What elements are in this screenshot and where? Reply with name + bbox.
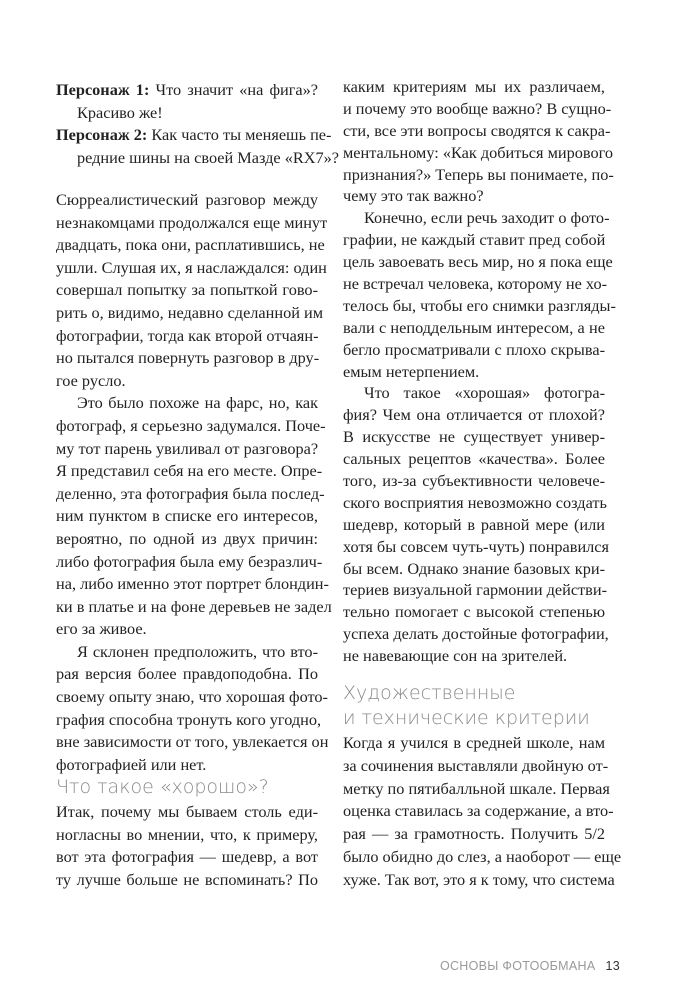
text-line: каким критериям мы их различаем, bbox=[343, 77, 605, 96]
dialog-line bbox=[56, 124, 332, 147]
text-line: Когда я учился в средней школе, нам bbox=[343, 733, 605, 752]
text-line: не навевающие сон на зрителей. bbox=[343, 646, 568, 666]
text-line: Конечно, если речь заходит о фото- bbox=[364, 208, 610, 228]
body-text bbox=[343, 732, 622, 892]
text-line: Я склонен предположить, что вто- bbox=[77, 641, 318, 661]
text-line: териев визуальной гармонии действи- bbox=[343, 580, 607, 600]
text-line: вне зависимости от того, увлекается он bbox=[56, 732, 329, 752]
text-line: ского восприятия невозможно создать bbox=[343, 492, 607, 512]
body-text bbox=[56, 801, 318, 891]
speaker-label: Персонаж 2: bbox=[56, 125, 148, 145]
text-line: ту лучше больше не вспоминать? По bbox=[56, 869, 318, 889]
text-line: рить о, видимо, недавно сделанной им bbox=[56, 302, 324, 322]
text-line: деленно, эта фотография была послед- bbox=[56, 483, 325, 503]
dialog-text: Что значит «на фига»? bbox=[155, 80, 319, 99]
text-line: сальных рецептов «качества». Более bbox=[343, 449, 605, 469]
text-line: либо фотография была ему безразлич- bbox=[56, 551, 323, 571]
text-line: Что такое «хорошая» фотогра- bbox=[364, 383, 605, 403]
speaker-label: Персонаж 1: bbox=[56, 80, 150, 99]
text-line: было обидно до слез, а наоборот — еще bbox=[343, 846, 622, 866]
text-line: шедевр, который в равной мере (или bbox=[343, 514, 605, 534]
text-line: за сочинения выставляли двойную от- bbox=[343, 755, 609, 775]
text-line: его за живое. bbox=[56, 619, 147, 639]
text-line: Итак, почему мы бываем столь еди- bbox=[56, 802, 318, 821]
text-line: незнакомцами продолжался еще минут bbox=[56, 212, 328, 232]
text-line: В искусстве не существует универ- bbox=[343, 427, 605, 447]
text-line: тельно помогает с высокой степенью bbox=[343, 602, 605, 622]
text-line: фотографии, тогда как второй отчаян- bbox=[56, 325, 319, 345]
text-line: ушли. Слушая их, я наслаждался: один bbox=[56, 257, 327, 277]
text-line: сти, все эти вопросы сводятся к сакра- bbox=[343, 120, 611, 140]
text-line: фия? Чем она отличается от плохой? bbox=[343, 405, 605, 425]
body-text bbox=[56, 189, 332, 776]
text-line: цель завоевать весь мир, но я пока еще bbox=[343, 252, 613, 272]
text-line: фотографией или нет. bbox=[56, 754, 207, 774]
text-line: на, либо именно этот портрет блондин- bbox=[56, 574, 329, 594]
text-line: признания?» Теперь вы понимаете, по- bbox=[343, 164, 614, 184]
text-line: редние шины на своей Мазде «RX7»? bbox=[77, 147, 339, 167]
text-line: хотя бы совсем чуть-чуть) понравился bbox=[343, 536, 610, 556]
dialog bbox=[56, 79, 339, 169]
text-line: гое русло. bbox=[56, 370, 126, 390]
text-line: хуже. Так вот, это я к тому, что система bbox=[343, 869, 615, 889]
text-line: телось бы, чтобы его снимки разгляды- bbox=[343, 295, 616, 315]
text-line: двадцать, пока они, расплатившись, не bbox=[56, 235, 325, 255]
dialog-line bbox=[56, 79, 318, 102]
text-line: графии, не каждый ставит пред собой bbox=[343, 230, 606, 250]
paragraph bbox=[56, 189, 328, 392]
text-line: графия способна тронуть кого угодно, bbox=[56, 709, 322, 729]
text-line: метку по пятибалльной шкале. Первая bbox=[343, 778, 610, 798]
text-line: вот эта фотография — шедевр, а вот bbox=[56, 847, 318, 867]
text-line: емым нетерпением. bbox=[343, 361, 480, 381]
text-line: ки в платье и на фоне деревьев не задел bbox=[56, 596, 332, 616]
text-line: бы всем. Однако знание базовых кри- bbox=[343, 558, 605, 578]
text-line: Сюрреалистический разговор между bbox=[56, 190, 318, 209]
page-number: 13 bbox=[605, 959, 620, 973]
paragraph bbox=[56, 641, 329, 777]
running-title: ОСНОВЫ ФОТООБМАНА bbox=[439, 959, 596, 973]
text-line: му тот парень увиливал от разговора? bbox=[56, 438, 319, 458]
paragraph bbox=[343, 382, 610, 667]
text-line: рая версия более правдоподобна. По bbox=[56, 664, 318, 684]
paragraph bbox=[343, 76, 614, 207]
section-heading: Что такое «хорошо»? bbox=[56, 776, 269, 798]
body-text bbox=[343, 76, 616, 667]
text-line: вероятно, по одной из двух причин: bbox=[56, 528, 318, 548]
text-line: совершал попытку за попыткой гово- bbox=[56, 280, 318, 300]
page-footer bbox=[440, 959, 620, 973]
paragraph bbox=[56, 392, 332, 641]
text-line: Красиво же! bbox=[77, 102, 163, 122]
text-line: ментальному: «Как добиться мирового bbox=[343, 142, 614, 162]
text-line: не встречал человека, которому не хо- bbox=[343, 274, 608, 294]
text-line: чему это так важно? bbox=[343, 186, 484, 206]
text-line: но пытался повернуть разговор в дру- bbox=[56, 348, 320, 368]
text-line: бегло просматривали с плохо скрыва- bbox=[343, 339, 605, 359]
text-line: Это было похоже на фарс, но, как bbox=[77, 393, 318, 413]
text-line: вали с неподдельным интересом, а не bbox=[343, 317, 605, 337]
section-heading-line: и технические критерии bbox=[343, 707, 590, 729]
text-line: того, из-за субъективности человече- bbox=[343, 471, 605, 491]
text-line: ногласны во мнении, что, к примеру, bbox=[56, 824, 318, 844]
paragraph bbox=[343, 207, 616, 382]
dialog-text: Как часто ты меняешь пе- bbox=[151, 125, 332, 145]
text-line: ним пунктом в списке его интересов, bbox=[56, 506, 318, 526]
text-line: оценка ставилась за содержание, а вто- bbox=[343, 801, 614, 821]
text-line: и почему это вообще важно? В сущно- bbox=[343, 98, 612, 118]
section-heading-line: Художественные bbox=[343, 682, 516, 704]
text-line: Я представил себя на его месте. Опре- bbox=[56, 461, 323, 481]
text-line: фотограф, я серьезно задумался. Поче- bbox=[56, 415, 326, 435]
text-line: рая — за грамотность. Получить 5/2 bbox=[343, 824, 605, 844]
text-line: успеха делать достойные фотографии, bbox=[343, 624, 609, 644]
text-line: своему опыту знаю, что хорошая фото- bbox=[56, 687, 328, 707]
